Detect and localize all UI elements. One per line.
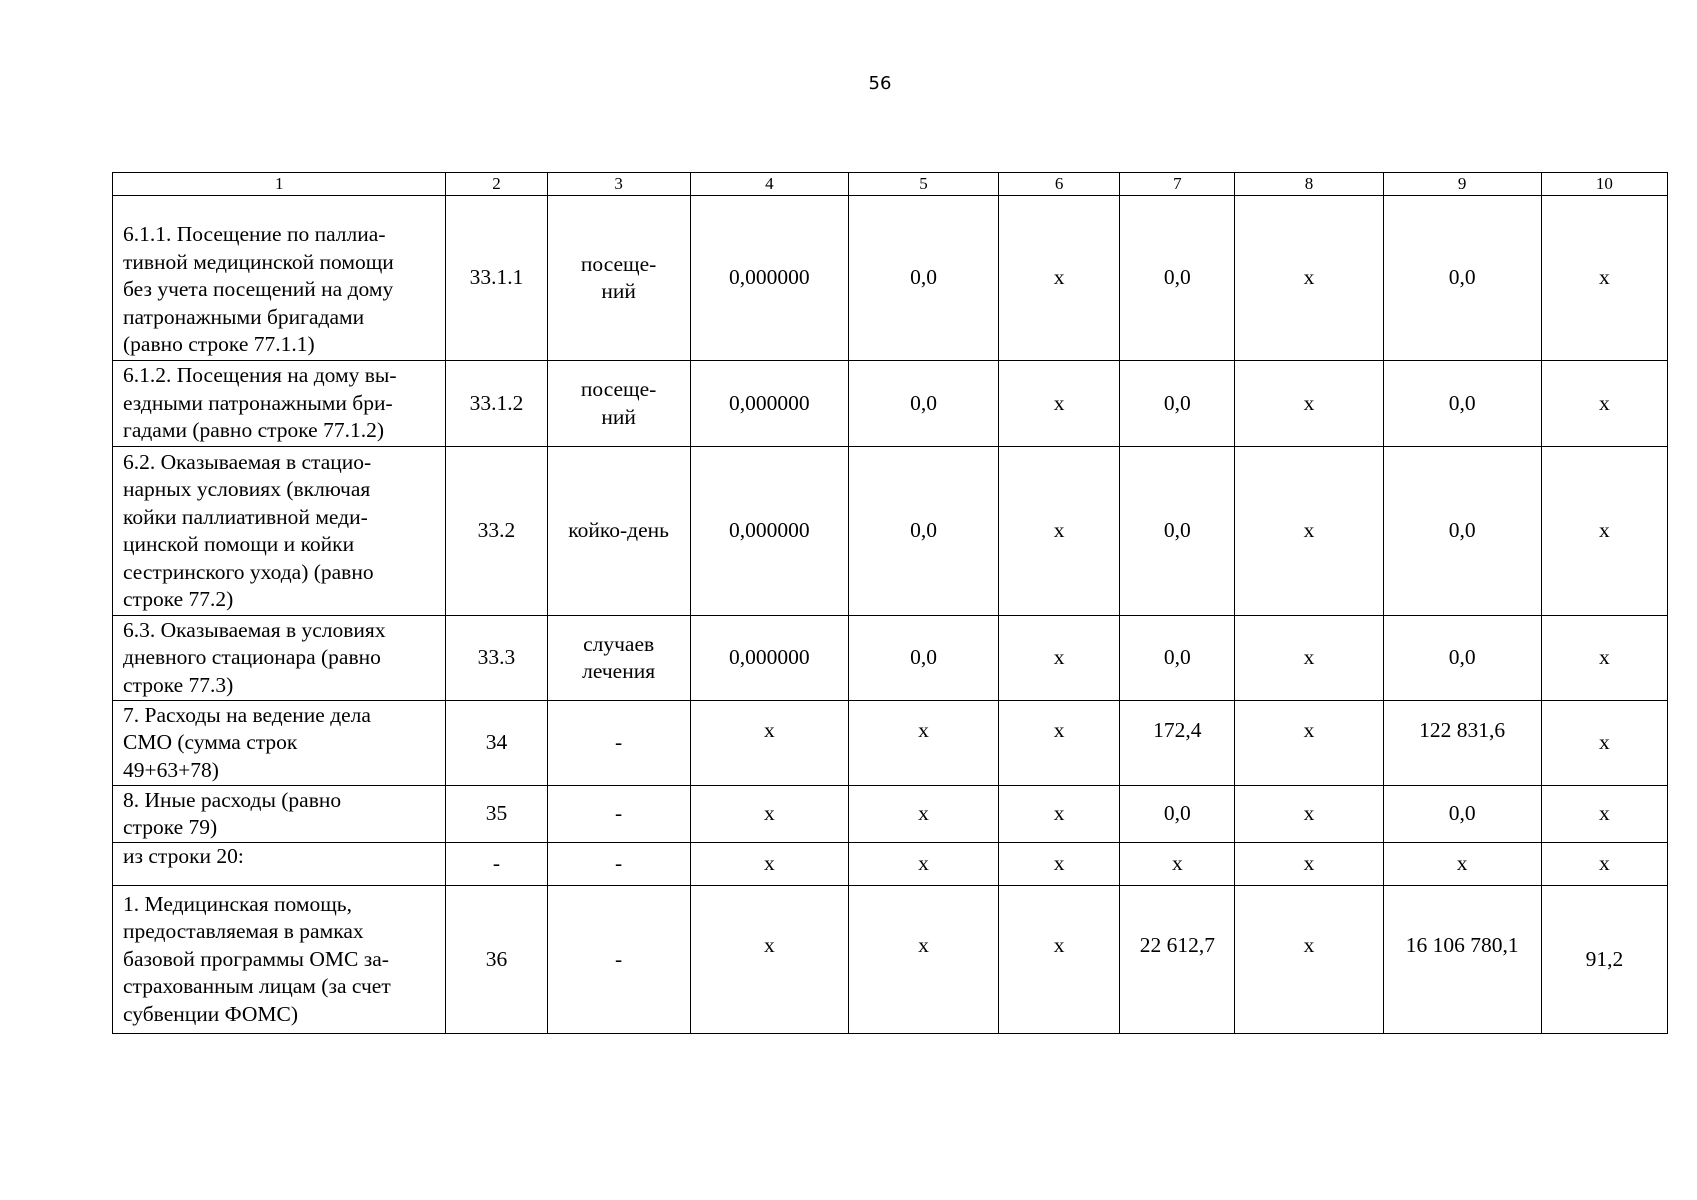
cell-col9: 0,0 — [1383, 616, 1541, 701]
row-unit: - — [547, 701, 690, 786]
cell-col4: 0,000000 — [690, 361, 848, 447]
column-number: 8 — [1235, 173, 1383, 196]
cell-col7: 0,0 — [1120, 196, 1235, 361]
cell-col10: x — [1541, 361, 1667, 447]
column-number: 3 — [547, 173, 690, 196]
cell-col7: 0,0 — [1120, 616, 1235, 701]
table-row — [113, 361, 1668, 447]
cell-col8: x — [1235, 786, 1383, 843]
cell-col9: 0,0 — [1383, 196, 1541, 361]
row-code: 33.1.2 — [446, 361, 547, 447]
cell-col5: 0,0 — [848, 361, 998, 447]
cell-col6: x — [999, 886, 1120, 1034]
column-number: 9 — [1383, 173, 1541, 196]
row-label: 1. Медицинская помощь, предоставляемая в рамках базовой программы ОМС за- страхованным лицам (за счет субвенции ФОМС) — [113, 886, 446, 1034]
cell-col7: x — [1120, 843, 1235, 886]
cell-col6: x — [999, 361, 1120, 447]
cell-col9: 0,0 — [1383, 786, 1541, 843]
cell-col6: x — [999, 616, 1120, 701]
table-row — [113, 701, 1668, 786]
cell-col4: 0,000000 — [690, 196, 848, 361]
cell-col10: 91,2 — [1541, 886, 1667, 1034]
row-unit: - — [547, 886, 690, 1034]
cell-col5: x — [848, 886, 998, 1034]
row-label: 7. Расходы на ведение дела СМО (сумма строк 49+63+78) — [113, 701, 446, 786]
table-row — [113, 886, 1668, 1034]
row-code: 33.3 — [446, 616, 547, 701]
cell-col8: x — [1235, 843, 1383, 886]
column-number: 1 — [113, 173, 446, 196]
row-code: 36 — [446, 886, 547, 1034]
cell-col6: x — [999, 843, 1120, 886]
column-number-row — [113, 173, 1668, 196]
row-unit: - — [547, 843, 690, 886]
table-row — [113, 616, 1668, 701]
cell-col6: x — [999, 701, 1120, 786]
cell-col5: 0,0 — [848, 196, 998, 361]
page-number: 56 — [868, 73, 892, 94]
table-row — [113, 786, 1668, 843]
row-label: 8. Иные расходы (равно строке 79) — [113, 786, 446, 843]
row-label: 6.2. Оказываемая в стацио- нарных условиях (включая койки паллиативной меди- цинской помощи и койки сестринского ухода) (равно строке 77.2) — [113, 447, 446, 616]
cell-col4: 0,000000 — [690, 447, 848, 616]
column-number: 10 — [1541, 173, 1667, 196]
cell-col6: x — [999, 447, 1120, 616]
cell-col4: x — [690, 701, 848, 786]
cell-col8: x — [1235, 616, 1383, 701]
row-unit: койко-день — [547, 447, 690, 616]
cell-col7: 0,0 — [1120, 786, 1235, 843]
cell-col4: x — [690, 886, 848, 1034]
cell-col8: x — [1235, 361, 1383, 447]
cell-col7: 0,0 — [1120, 361, 1235, 447]
row-label: 6.3. Оказываемая в условиях дневного стационара (равно строке 77.3) — [113, 616, 446, 701]
cell-col7: 22 612,7 — [1120, 886, 1235, 1034]
cell-col8: x — [1235, 701, 1383, 786]
cell-col8: x — [1235, 447, 1383, 616]
table-row — [113, 843, 1668, 886]
cell-col5: x — [848, 786, 998, 843]
cell-col4: x — [690, 786, 848, 843]
cell-col10: x — [1541, 786, 1667, 843]
column-number: 2 — [446, 173, 547, 196]
row-unit: посеще- ний — [547, 361, 690, 447]
table-row — [113, 196, 1668, 361]
cell-col5: x — [848, 843, 998, 886]
row-code: 33.1.1 — [446, 196, 547, 361]
row-unit: - — [547, 786, 690, 843]
cell-col10: x — [1541, 616, 1667, 701]
row-unit: посеще- ний — [547, 196, 690, 361]
cell-col7: 0,0 — [1120, 447, 1235, 616]
cell-col9: 0,0 — [1383, 361, 1541, 447]
cell-col9: x — [1383, 843, 1541, 886]
cell-col10: x — [1541, 843, 1667, 886]
row-code: 34 — [446, 701, 547, 786]
cell-col5: 0,0 — [848, 447, 998, 616]
cell-col6: x — [999, 196, 1120, 361]
table-row — [113, 447, 1668, 616]
cell-col10: x — [1541, 196, 1667, 361]
cell-col8: x — [1235, 196, 1383, 361]
column-number: 6 — [999, 173, 1120, 196]
row-code: 35 — [446, 786, 547, 843]
cell-col6: x — [999, 786, 1120, 843]
cell-col5: x — [848, 701, 998, 786]
column-number: 5 — [848, 173, 998, 196]
column-number: 7 — [1120, 173, 1235, 196]
cell-col8: x — [1235, 886, 1383, 1034]
column-number: 4 — [690, 173, 848, 196]
row-label: из строки 20: — [113, 843, 446, 886]
cell-col9: 16 106 780,1 — [1383, 886, 1541, 1034]
cell-col9: 122 831,6 — [1383, 701, 1541, 786]
cell-col4: 0,000000 — [690, 616, 848, 701]
row-code: 33.2 — [446, 447, 547, 616]
cell-col4: x — [690, 843, 848, 886]
row-label: 6.1.1. Посещение по паллиа- тивной медицинской помощи без учета посещений на дому патронажными бригадами (равно строке 77.1.1) — [113, 196, 446, 361]
row-code: - — [446, 843, 547, 886]
row-unit: случаев лечения — [547, 616, 690, 701]
cell-col10: x — [1541, 447, 1667, 616]
cell-col7: 172,4 — [1120, 701, 1235, 786]
data-table — [112, 172, 1668, 1034]
cell-col9: 0,0 — [1383, 447, 1541, 616]
cell-col10: x — [1541, 701, 1667, 786]
row-label: 6.1.2. Посещения на дому вы- ездными патронажными бри- гадами (равно строке 77.1.2) — [113, 361, 446, 447]
cell-col5: 0,0 — [848, 616, 998, 701]
